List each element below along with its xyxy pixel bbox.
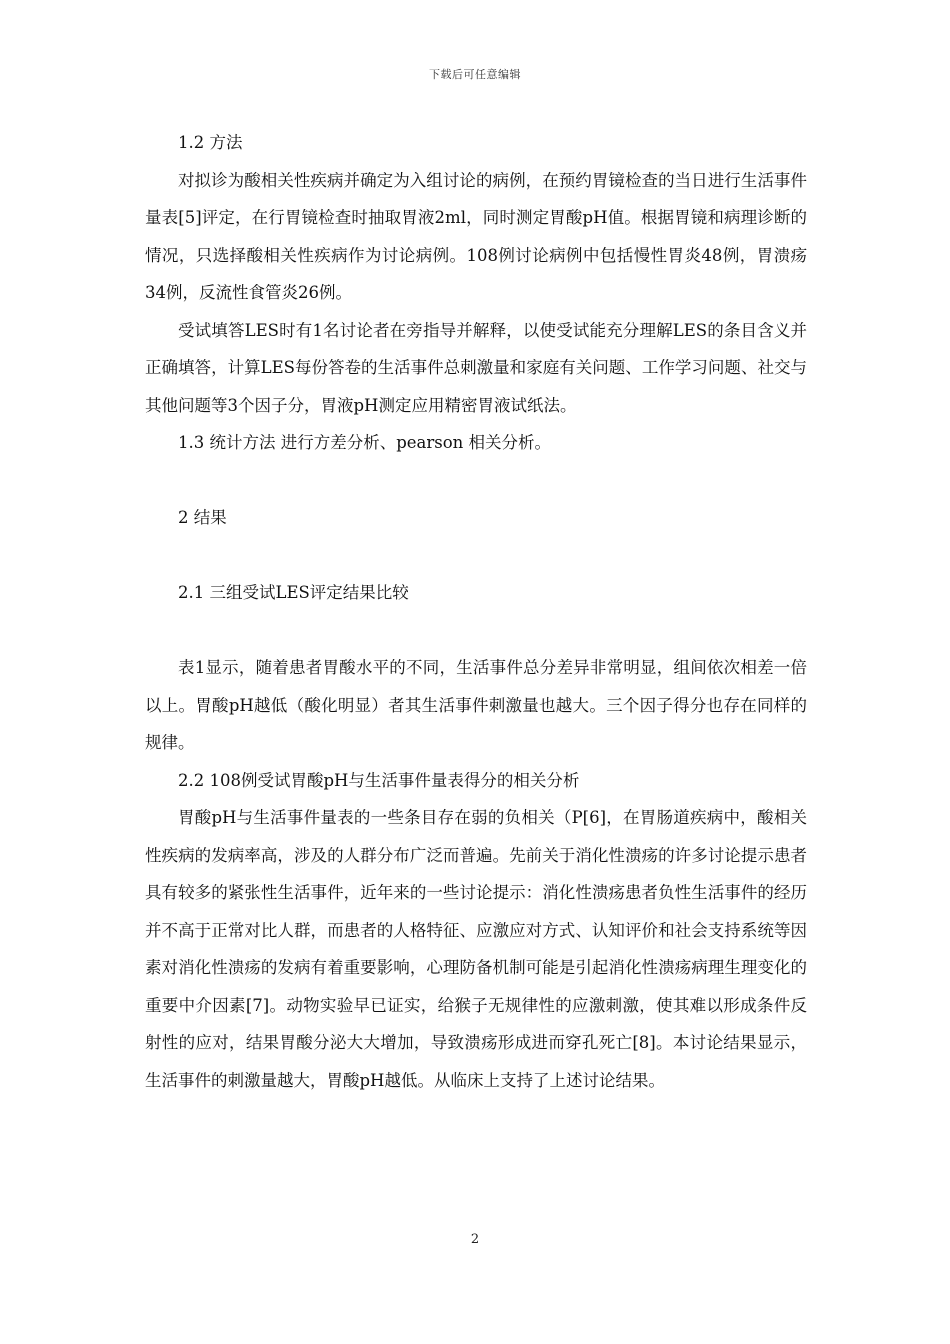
subsection-heading-2-1: 2.1 三组受试LES评定结果比较 bbox=[178, 583, 409, 602]
blank-line bbox=[145, 537, 807, 575]
section-heading-methods: 1.2 方法 bbox=[178, 133, 243, 152]
blank-line bbox=[145, 612, 807, 650]
subsection-heading-2-2: 2.2 108例受试胃酸pH与生活事件量表得分的相关分析 bbox=[178, 770, 580, 790]
section-heading-statistics: 1.3 统计方法 进行方差分析、pearson 相关分析。 bbox=[178, 433, 552, 452]
blank-line bbox=[145, 462, 807, 500]
paragraph-methods-1: 对拟诊为酸相关性疾病并确定为入组讨论的病例，在预约胃镜检查的当日进行生活事件量表[5]评定，在行胃镜检查时抽取胃液2ml，同时测定胃酸pH值。根据胃镜和病理诊断的情况，只选择酸相关性疾病作为讨论病例。108例讨论病例中包括慢性胃炎48例，胃溃疡34例，反流性食管炎26例。 bbox=[145, 170, 807, 302]
page-number: 2 bbox=[470, 1232, 480, 1247]
paragraph-methods-2: 受试填答LES时有1名讨论者在旁指导并解释，以使受试能充分理解LES的条目含义并正确填答，计算LES每份答卷的生活事件总刺激量和家庭有关问题、工作学习问题、社交与其他问题等3个因子分，胃液pH测定应用精密胃液试纸法。 bbox=[145, 320, 807, 415]
page-header: 下载后可任意编辑 bbox=[429, 68, 521, 81]
paragraph-results-2-1: 表1显示，随着患者胃酸水平的不同，生活事件总分差异非常明显，组间依次相差一倍以上。胃酸pH越低（酸化明显）者其生活事件刺激量也越大。三个因子得分也存在同样的规律。 bbox=[145, 658, 807, 752]
document-body bbox=[145, 124, 807, 1099]
section-heading-results: 2 结果 bbox=[178, 508, 227, 527]
paragraph-results-2-2: 胃酸pH与生活事件量表的一些条目存在弱的负相关（P[6]，在胃肠道疾病中，酸相关性疾病的发病率高，涉及的人群分布广泛而普遍。先前关于消化性溃疡的许多讨论提示患者具有较多的紧张性生活事件，近年来的一些讨论提示：消化性溃疡患者负性生活事件的经历并不高于正常对比人群，而患者的人格特征、应激应对方式、认知评价和社会支持系统等因素对消化性溃疡的发病有着重要影响，心理防备机制可能是引起消化性溃疡病理生理变化的重要中介因素[7]。动物实验早已证实，给猴子无规律性的应激刺激，使其难以形成条件反射性的应对，结果胃酸分泌大大增加，导致溃疡形成进而穿孔死亡[8]。本讨论结果显示，生活事件的刺激量越大，胃酸pH越低。从临床上支持了上述讨论结果。 bbox=[145, 808, 807, 1090]
